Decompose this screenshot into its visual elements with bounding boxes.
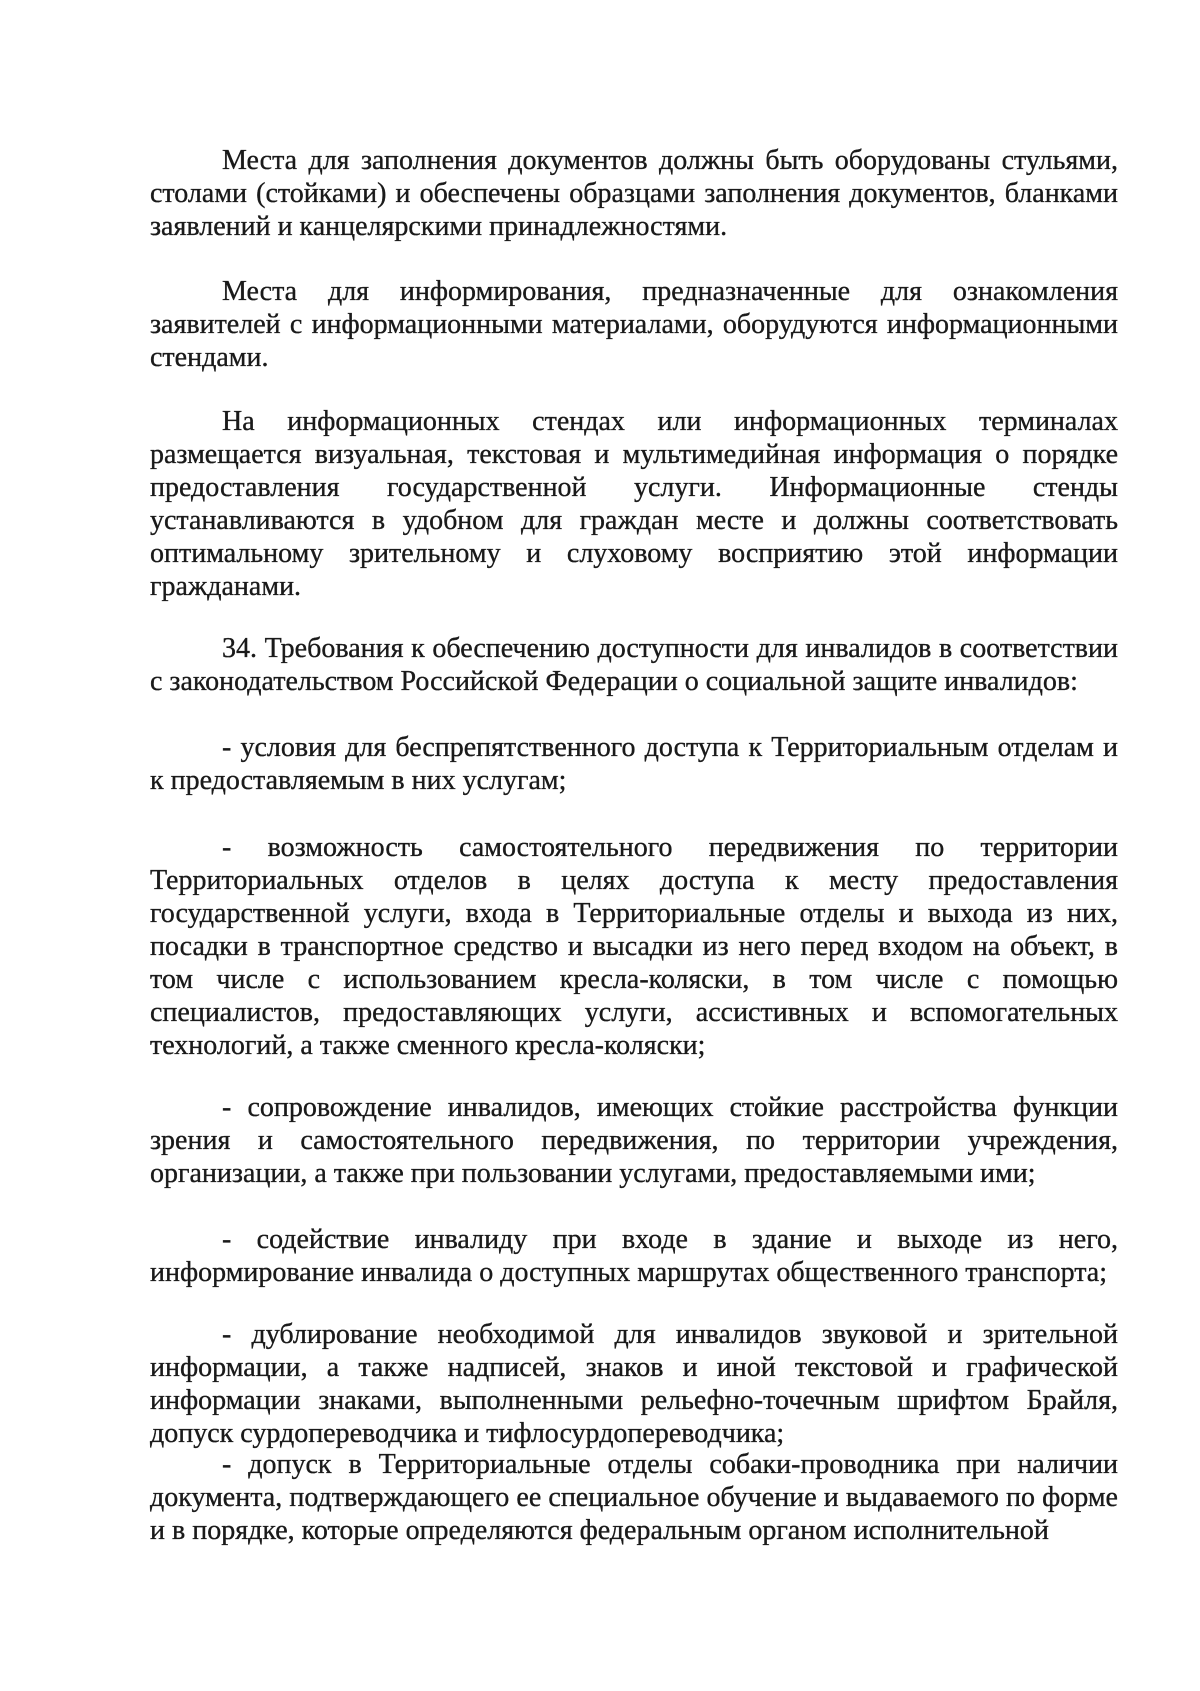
paragraph-workplaces: Места для заполнения документов должны быть оборудованы стульями, столами (стойками) и обеспечены образцами заполнения документов, бланками заявлений и канцелярскими принадлежностями. (150, 145, 1118, 242)
list-item-escort: - сопровождение инвалидов, имеющих стойкие расстройства функции зрения и самостоятельного передвижения, по территории учреждения, организации, а также при пользовании услугами, предоставляемыми ими; (150, 1092, 1118, 1189)
paragraph-accessibility-requirements: 34. Требования к обеспечению доступности для инвалидов в соответствии с законодательством Российской Федерации о социальной защите инвалидов: (150, 633, 1118, 697)
list-item-independent-movement: - возможность самостоятельного передвижения по территории Территориальных отделов в целях доступа к месту предоставления государственной услуги, входа в Территориальные отделы и выхода из них, посадки в транспортное средство и высадки из него перед входом на объект, в том числе с использованием кресла-коляски, в том числе с помощью специалистов, предоставляющих услуги, ассистивных и вспомогательных технологий, а также сменного кресла-коляски; (150, 832, 1118, 1061)
list-item-unobstructed-access: - условия для беспрепятственного доступа к Территориальным отделам и к предоставляемым в них услугам; (150, 732, 1118, 796)
list-item-guide-dog: - допуск в Территориальные отделы собаки-проводника при наличии документа, подтверждающего ее специальное обучение и выдаваемого по форме и в порядке, которые определяются федеральным органом исполнительной (150, 1449, 1118, 1546)
paragraph-information-stands: На информационных стендах или информационных терминалах размещается визуальная, текстовая и мультимедийная информация о порядке предоставления государственной услуги. Информационные стенды устанавливаются в удобном для граждан месте и должны соответствовать оптимальному зрительному и слуховому восприятию этой информации гражданами. (150, 406, 1118, 602)
paragraph-information-places: Места для информирования, предназначенные для ознакомления заявителей с информационными материалами, оборудуются информационными стендами. (150, 276, 1118, 373)
list-item-braille-duplication: - дублирование необходимой для инвалидов звуковой и зрительной информации, а также надписей, знаков и иной текстовой и графической информации знаками, выполненными рельефно-точечным шрифтом Брайля, допуск сурдопереводчика и тифлосурдопереводчика; (150, 1319, 1118, 1449)
list-item-entrance-assistance: - содействие инвалиду при входе в здание и выходе из него, информирование инвалида о доступных маршрутах общественного транспорта; (150, 1224, 1118, 1288)
